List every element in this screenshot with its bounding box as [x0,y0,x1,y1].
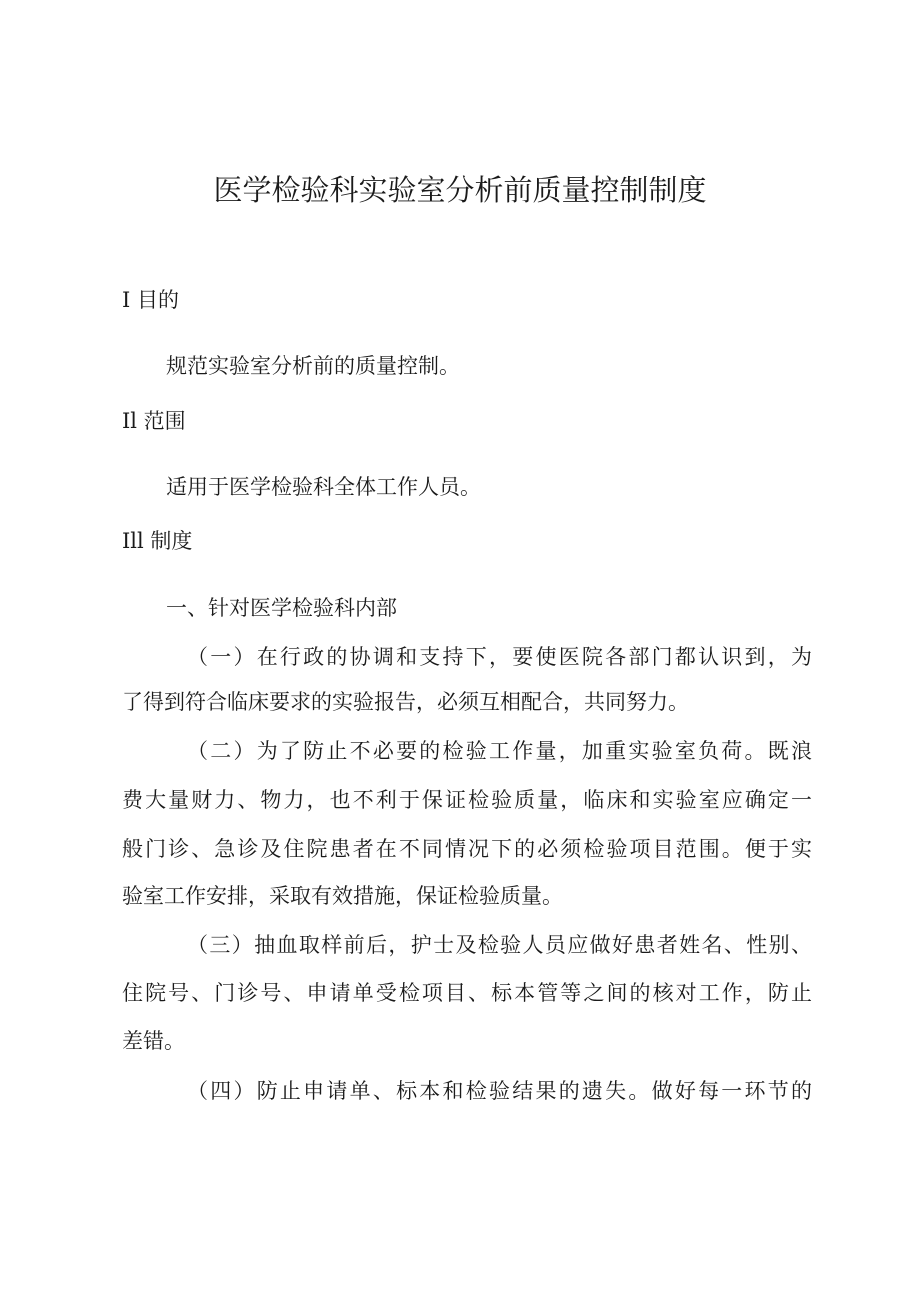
section-body-scope: 适用于医学检验科全体工作人员。 [166,475,481,499]
section-heading-policy: Ill 制度 [122,529,193,553]
paragraph-2-line-3: 般门诊、急诊及住院患者在不同情况下的必须检验项目范围。便于实 [122,837,812,861]
paragraph-2-line-2: 费大量财力、物力，也不利于保证检验质量，临床和实验室应确定一 [122,788,812,812]
document-title: 医学检验科实验室分析前质量控制制度 [213,173,707,207]
section-body-purpose: 规范实验室分析前的质量控制。 [166,354,460,378]
paragraph-3-line-1: （三）抽血取样前后，护士及检验人员应做好患者姓名、性别、 [187,933,812,957]
section-heading-purpose: I 目的 [122,288,179,312]
paragraph-3-line-2: 住院号、门诊号、申请单受检项目、标本管等之间的核对工作，防止 [122,981,812,1005]
subheading-internal: 一、针对医学检验科内部 [166,596,397,620]
paragraph-1-line-1: （一）在行政的协调和支持下，要使医院各部门都认识到，为 [187,645,812,669]
paragraph-2-line-4: 验室工作安排，采取有效措施，保证检验质量。 [122,884,563,908]
section-heading-scope: Il 范围 [122,409,186,433]
paragraph-4-line-1: （四）防止申请单、标本和检验结果的遗失。做好每一环节的 [187,1079,812,1103]
paragraph-3-line-3: 差错。 [122,1029,185,1053]
paragraph-1-line-2: 了得到符合临床要求的实验报告，必须互相配合，共同努力。 [122,690,689,714]
paragraph-2-line-1: （二）为了防止不必要的检验工作量，加重实验室负荷。既浪 [187,739,812,763]
